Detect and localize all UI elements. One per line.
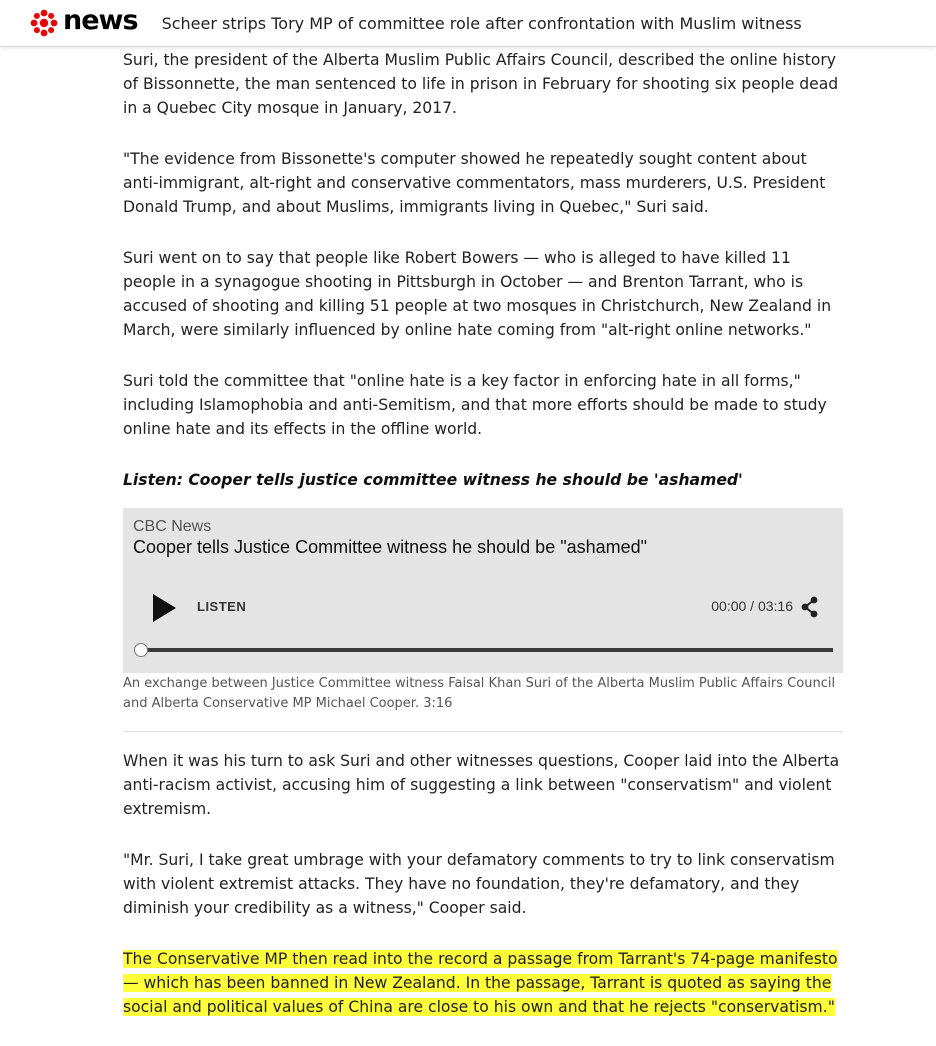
article-paragraph: Suri went on to say that people like Robert Bowers — who is alleged to have killed 11 people in a synagogue shooting in Pittsburgh in October — and Brenton Tarrant, who is accused of shooting and killing 51 people at two mosques in Christchurch, New Zealand in March, were similarly influenced by online hate coming from "alt-right online networks." [123,249,832,339]
player-source: CBC News [133,518,212,535]
play-button[interactable] [151,593,177,628]
article-paragraph: "Mr. Suri, I take great umbrage with your defamatory comments to try to link conservatism with violent extremist attacks. They have no foundation, they're defamatory, and they diminish your credibility as a witness," Cooper said. [123,851,835,917]
article-paragraph: Suri told the committee that "online hate is a key factor in enforcing hate in all forms," including Islamophobia and anti-Semitism, and that more efforts should be made to study online hate and its effects in the offline world. [123,372,827,438]
highlighted-paragraph [123,947,843,1019]
listen-label[interactable]: LISTEN [197,599,247,614]
time-display: 00:00 / 03:16 [711,598,793,614]
top-bar [0,0,936,47]
progress-track[interactable] [141,648,833,652]
player-title: Cooper tells Justice Committee witness he should be "ashamed" [133,537,648,557]
listen-heading: Listen: Cooper tells justice committee witness he should be 'ashamed' [123,471,743,489]
audio-caption: An exchange between Justice Committee witness Faisal Khan Suri of the Alberta Muslim Public Affairs Council and Alberta Conservative MP Michael Cooper. 3:16 [123,674,843,732]
page-title: Scheer strips Tory MP of committee role after confrontation with Muslim witness [161,13,802,33]
share-button[interactable] [801,596,819,623]
highlighted-text: The Conservative MP then read into the record a passage from Tarrant's 74-page manifesto — which has been banned in New Zealand. In the passage, Tarrant is quoted as saying the social and political values of China are close to his own and that he rejects "conservatism." [123,950,838,1016]
article-paragraph: Suri, the president of the Alberta Muslim Public Affairs Council, described the online history of Bissonnette, the man sentenced to life in prison in February for shooting six people dead in a Quebec City mosque in January, 2017. [123,51,839,117]
logo-text: news [63,5,138,36]
share-icon [801,596,819,618]
article-paragraph: When it was his turn to ask Suri and other witnesses questions, Cooper laid into the Alberta anti-racism activist, accusing him of suggesting a link between "conservatism" and violent extremism. [123,752,840,818]
article-body [123,48,843,1046]
audio-player [123,508,843,673]
cbc-news-logo[interactable] [30,0,138,46]
progress-handle[interactable] [134,643,148,657]
play-icon [151,593,177,623]
article-paragraph: "The evidence from Bissonette's computer showed he repeatedly sought content about anti-immigrant, alt-right and conservative commentators, mass murderers, U.S. President Donald Trump, and about Muslims, immigrants living in Quebec," Suri said. [123,150,826,216]
cbc-gem-icon [30,9,58,37]
